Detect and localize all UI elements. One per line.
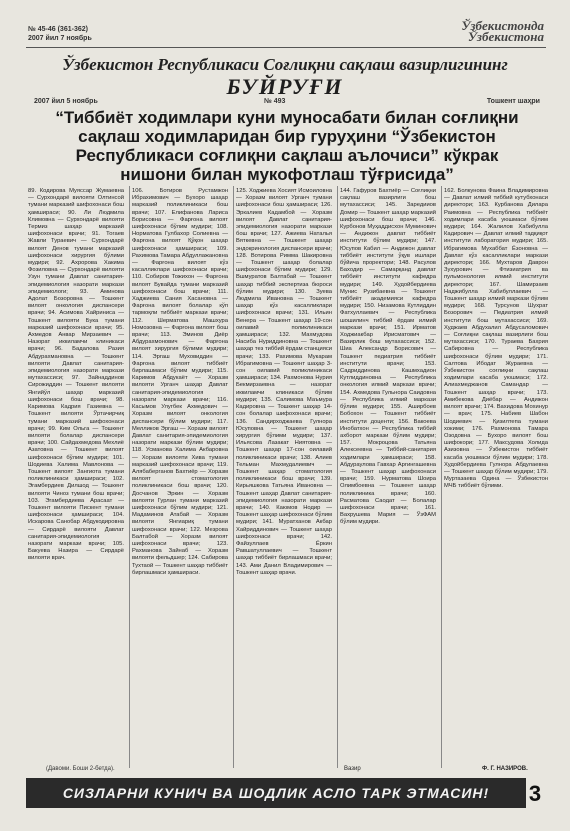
column-divider (337, 186, 338, 768)
column-text: 89. Кодирова Муяссар Жумаевна — Сурхондарё вилояти Олтинсой тумани марказий шифохонаси бош ҳамшираси; 90. Ли Людмила Климовна — Сурхондарё вилояти Термиз шаҳар марказий шифохонаси врачи; 91. Тогаев Жавли Тураевич — Сурхондарё вилоят Денов тумани марказий шифохонаси хирургия бўлими мудири; 92. Ахророва Хакима Фозиловна — Сурхондарё вилояти Узун тумани Давлат санитария-эпидемиология назорати маркази эпидемиологи; 93. Аминова Адолат Бозоровна — Тошкент вилоят онкология диспансери врачи; 94. Асимова Хайриниса — Тошкент вилояти Бука тумани марказий шифохонаси врачи; 95. Ахмедов Анвар Мирзаевич — Назорат иккиламчи клиникаси врачи; 96. Бадалова Разия Абдурахмановна — Тошкент вилояти Давлат санитария-эпидемиология назорати маркази мутахассиси; 97. Зайнаддинов Сирожиддин — Тошкент вилояти Янгийўл шаҳар марказий шифохонаси бош врачи; 98. Каримова Кадрия Газиевна — Тошкент вилояти Ўртачирчиқ тумани марказий шифохонаси врачи; 99. Ким Ольга — Тошкент вилояти болалар диспансери врачи; 100. Сайдахмедова Мехлиё Азатовна — Тошкент вилоят шифохонаси бўлим мудири; 101. Шодиева Халима Мавлонова — Тошкент вилоят Зангиота тумани поликлиникаси ҳамшираси; 102. Эгамбердиев Дилшод — Тошкент вилояти Чиноз тумани бош врачи; 103. Эгамбердиева Арасаат — Тошкент вилояти Пискент тумани шифохонаси ҳамшираси; 104. Искарова Санобар Абдукодировна — Сирдарё вилояти Давлат санитария-эпидемиология назорати маркази врачи; 105. Бакуева Назира — Сирдарё вилояти врач. (28, 188, 124, 562)
column-3 (236, 188, 332, 768)
issue-number: № 45-46 (361-362) (28, 26, 88, 33)
masthead-line-2: Ўзбекистона (467, 29, 544, 44)
issue-date: 2007 йил 7 ноябрь (28, 35, 92, 42)
column-text: 106. Ботиров Рустамжон Ибрахимович — Бухоро шаҳар марказий поликлиникаси бош врачи; 107. Елифанова Лариса Борисовна — Фарғона вилоят шифохонаси бўлим мудири; 108. Норматова Гулбахор Солиевна — Фарғона вилоят Қўқон шаҳар шифохонаси ҳамшираси; 109. Рахимова Тамара Абдуллажановна — Фарғона вилоят кўз касалликлари шифохонаси врачи; 110. Собиров Тожихон — Фарғона вилоят Бувайда тумани марказий шифохонаси бош врачи; 111. Хаджиева Сания Хасановна — Фарғона вилоят болалар кўп тармоқли тиббиёт маркази врачи; 112. Шерматова Машхура Номозовна — Фарғона вилоят бош врачи; 113. Эминов Диёр Абдурахмонович — Фарғона вилоят хирургия бўлими мудири; 114. Эргаш Муховиддин — Фарғона вилоят тиббиёт бирлашмаси бўлим мудири; 115. Каримов Абдукаёт — Хоразм вилояти Урганч шаҳар Давлат санитария-эпидемиология назорати маркази врачи; 116. Касымов Улугбек Ахмедович — Хоразм вилоят онкология диспансери бўлим мудири; 117. Мелликов Эргаш — Хоразм вилоят Давлат санитария-эпидемиология назорати маркази бўлим мудири; 118. Усманова Халима Акбаровна — Хоразм вилояти Хива тумани марказий шифохонаси врачи; 119. Алябаберганов Бахтиёр — Хоразм вилоят стоматология поликлиникаси бош врачи; 120. Досчанов Эркин — Хоразм вилояти Гурлан тумани марказий шифохонаси бўлим мудири; 121. Мадаминов Атабай — Хоразм вилояти Янгиариқ тумани шифохонаси врачи; 122. Мезрова Балтабой — Хоразм вилоят шифохонаси врачи; 123. Рахманова Зайнаб — Хоразм вилояти фельдшер; 124. Сабирова Тухтаой — Тошкент шаҳар тиббиёт бирлашмаси ҳамшираси. (132, 188, 228, 576)
footer-slogan: СИЗЛАРНИ КУНИЧ ВА ШОДЛИК АСЛО ТАРК ЭТМАСИН! (26, 778, 526, 808)
minister-label: Вазир (344, 766, 361, 772)
order-date: 2007 йил 5 ноябрь (34, 98, 98, 105)
paper-masthead (461, 20, 544, 42)
top-rule (26, 47, 546, 48)
page-number: 3 (528, 781, 542, 806)
column-text: 125. Ходжиева Хосият Исмоиловна — Хоразм вилоят Урганч тумани шифохонаси бош ҳамшираси; 126. Эркалиев Кадамбой — Хоразм вилоят Давлат санитария-эпидемиология назорати маркази бош врачи; 127. Ажиева Наталья Вяткевна — Тошкент шаҳар эндокринология диспансери врачи; 128. Вотирова Римма Шакировна — Тошкент шаҳар болалар шифохонаси бўлим мудири; 129. Вшмуратов Балтабай — Тошкент шаҳар тиббий экспертиза бюроси бўлим мудири; 130. Зуева Людмила Ивановна — Тошкент шаҳар кўз касалликлари шифохонаси врачи; 131. Ильин Венера — Тошкент шаҳар 19-сон оилавий поликлиникаси ҳамшираси; 132. Махмудова Насиба Нуриддиновна — Тошкент шаҳар тез тиббий ёрдам станцияси врачи; 133. Рахимова Мукарам Ибрагимовна — Тошкент шаҳар 3-сон оилавий поликлиникаси ҳамшираси; 134. Рахмонова Нурия Бекмирзаевна — назорат иккиламчи клиникаси бўлим мудири; 135. Салимова Маъмура Кадировна — Тошкент шаҳар 14-сон болалар шифохонаси врачи; 136. Сандирходжаева Гулнора Юсуповна — Тошкент шаҳар хирургия бўлими мудири; 137. Ильясова Лазакат Ниятовна — Тошкент шаҳар 17-сон оилавий поликлиникаси врачи; 138. Алиев Тельман Махмудалиевич — Тошкент шаҳар стоматология поликлиникаси бош врачи; 139. Кирьяшкова Татьяна Ивановна — Тошкент шаҳар Давлат санитария-эпидемиология назорати маркази врачи; 140. Каюмов Нодир — Тошкент шаҳар шифохонаси бўлим мудири; 141. Муратханов Акбар Хайриддинович — Тошкент шаҳар шифохонаси врачи; 142. Файзуллаев Ёркин Равшатуллаевич — Тошкент шаҳар тиббиёт бирлашмаси врачи; 143. Ами Данил Владимирович — Тошкент шаҳар врачи. (236, 188, 332, 576)
ministry-title: Ўзбекистон Республикаси Соғлиқни сақлаш вазирлигининг (62, 55, 508, 74)
column-5 (444, 188, 548, 768)
issue-info (28, 25, 92, 43)
column-text: 162. Болкунова Фаина Владимировна — Давлат илмий тиббий кутубхонаси директори; 163. Курбанова Дилара Раимовна — Республика тиббиёт ходимлари касаба уюшмаси бўлим мудири; 164. Жалилов Хабибулла Кадирович — Давлат илмий тадқиқот институти лаборатория мудири; 165. Ибрагимова Мухаббат Ёзоновна — Давлат кўз касалликлари маркази директори; 166. Мухтаров Даврон Зухурович — Фтизиатрия ва пульмонология илмий институти директори; 167. Шамирзаев Наджибулла Хабибуллаевич — Тошкент шаҳар илмий маркази бўлим мудири; 168. Турсунов Шухрат Бозорович — Педиатрия илмий институти бош мутахассиси; 169. Худжаев Абдухалил Абдусаломович — Соғлиқни сақлаш вазирлиги бош мутахассиси; 170. Тураева Бахрия Сабировна — Республика шифохонаси бўлим мудири; 171. Салтова Ибодат Жураевна — Ўзбекистон соғлиқни сақлаш ходимлари касаба уюшмаси; 172. Алиахмеджанов Самандар — Тошкент шаҳар врачи; 173. Амибекова Диёбар — Андижон вилоят врачи; 174. Вахидова Мохинур — врач; 175. Набиев Шабон Шодиевич — Қизилтепа тумани хокими; 176. Рахмонова Тамара Озодовна — Бухоро вилоят бош шифокори; 177. Максудова Холида Азизовна — Ўзбекистон тиббиёт касаба уюшмаси бўлим мудири; 178. Худойбердиева Гулнора Абдулаевна — Тошкент шаҳар бўлим мудири; 179. Муртазаева Одина — Ўзбекистон МЧБ тиббиёт бўлими. (444, 188, 548, 490)
column-2 (132, 188, 228, 768)
columns-container (28, 188, 552, 768)
column-1 (28, 188, 124, 768)
column-divider (233, 186, 234, 768)
order-city: Тошкент шаҳри (486, 98, 540, 105)
column-text: 144. Гафуров Бахтиёр — Соғлиқни сақлаш вазирлиги бош мутахассиси; 145. Заредииов Домир — Тошкент шаҳар марказий шифохонаси бош врачи; 146. Курбонов Муҳаддисхон Муминович — Андижон давлат тиббиёт институти бўлим мудири; 147. Юсупов Кабил — Андижон давлат тиббиёт институти ўқув ишлари бўйича проректори; 148. Расулов Баходир — Самарқанд давлат тиббиёт институти кафедра мудири; 149. Худойбердиева Мунис Рузибаевна — Тошкент тиббиёт академияси кафедра мудири; 150. Низамова Кутлиддин Фатхуллаевич — Республика шошилинч тиббий ёрдам илмий маркази врачи; 151. Ирматов Ходжиакбар Ирисматович — Вазирлик бош мутахассиси; 152. Шиа Александр Борисович — Тошкент педиатрия тиббиёт институти врачи; 153. Садриддинова Кашмхадион Кутлиддиновна — Республика онкология илмий маркази врачи; 154. Ахмедова Гульнора Саидовна — Республика илмий маркази бўлим мудири; 155. Аширбоев Бобохон — Тошкент тиббиёт институти доценти; 156. Вакоева Инобатхон — Республика тиббий ахборот маркази бўлим мудири; 157. Мокроцова Татьяна Алексеевна — Тиббий-санитария ходимлари ҳамшираси; 158. Абдураулова Гавхар Аргингашевна — Тошкент шаҳар шифохонаси врачи; 159. Нурматова Шоира Олимбоевна — Тошкент шаҳар поликлиника врачи; 160. Расматова Саодат — Болалар шифохонаси врачи; 161. Вахрушева Мария — ЎзФАМ бўлим мудири. (340, 188, 436, 526)
column-4 (340, 188, 436, 768)
order-number: № 493 (264, 98, 286, 105)
column-divider (441, 186, 442, 768)
order-headline: “Тиббиёт ходимлари куни муносабати билан соғлиқни сақлаш ходимларидан бир гуруҳини “Ўзбекистон Республикаси соғлиқни сақлаш аълочиси” кўкрак нишони билан мукофотлаш тўғрисида” (55, 108, 519, 184)
column-divider (129, 186, 130, 768)
masthead-line-1: Ўзбекистонда (461, 18, 544, 33)
order-title: БУЙРУҒИ (226, 74, 344, 99)
minister-name: Ф. Г. НАЗИРОВ. (482, 766, 528, 772)
continuation-note: (Давоми. Боши 2-бетда). (46, 766, 115, 772)
